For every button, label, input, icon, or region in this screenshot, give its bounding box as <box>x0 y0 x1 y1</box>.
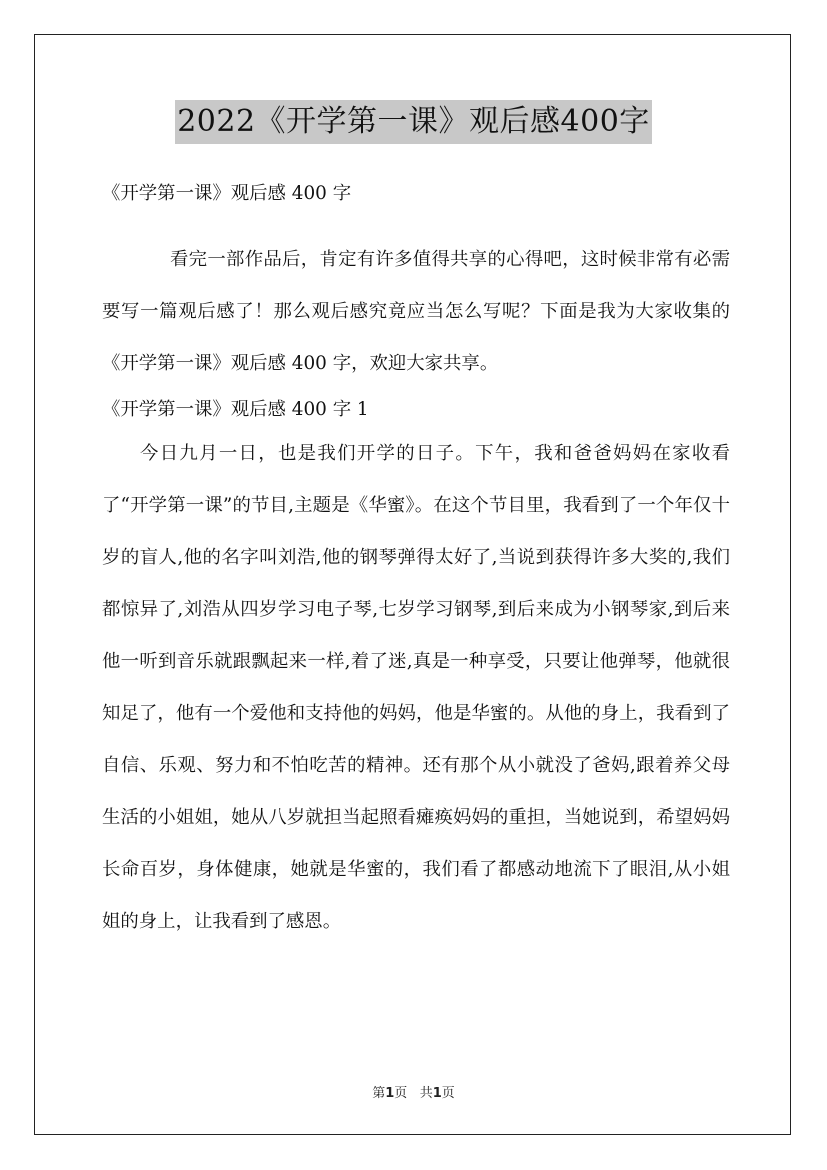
footer-total-suffix: 页 <box>441 1086 455 1101</box>
footer-page-current: 1 <box>385 1086 395 1101</box>
footer-total-prefix: 共 <box>419 1086 433 1101</box>
document-title: 2022《开学第一课》观后感400字 <box>175 100 652 144</box>
intro-paragraph: 看完一部作品后，肯定有许多值得共享的心得吧，这时候非常有必需要写一篇观后感了！那么观后感究竟应当怎么写呢？下面是我为大家收集的《开学第一课》观后感 400 字，欢迎大家共享。 <box>102 249 730 374</box>
footer-page-prefix: 第 <box>372 1086 386 1101</box>
footer-page-total: 1 <box>432 1086 442 1101</box>
footer-page-suffix: 页 <box>394 1086 408 1101</box>
title-block <box>0 100 827 144</box>
essay-paragraph: 今日九月一日，也是我们开学的日子。下午，我和爸爸妈妈在家收看了“开学第一课”的节目,主题是《华蜜》。在这个节目里，我看到了一个年仅十岁的盲人,他的名字叫刘浩,他的钢琴弹得太好了,当说到获得许多大奖的,我们都惊异了,刘浩从四岁学习电子琴,七岁学习钢琴,到后来成为小钢琴家,到后来他一听到音乐就跟飘起来一样,着了迷,真是一种享受，只要让他弹琴，他就很知足了，他有一个爱他和支持他的妈妈，他是华蜜的。从他的身上，我看到了自信、乐观、努力和不怕吃苦的精神。还有那个从小就没了爸妈,跟着养父母生活的小姐姐，她从八岁就担当起照看瘫痪妈妈的重担，当她说到，希望妈妈长命百岁，身体健康，她就是华蜜的，我们看了都感动地流下了眼泪,从小姐姐的身上，让我看到了感恩。 <box>102 443 730 932</box>
page-footer <box>0 1082 827 1101</box>
document-subtitle: 《开学第一课》观后感 400 字 <box>102 183 352 204</box>
section-heading: 《开学第一课》观后感 400 字 1 <box>102 399 369 420</box>
